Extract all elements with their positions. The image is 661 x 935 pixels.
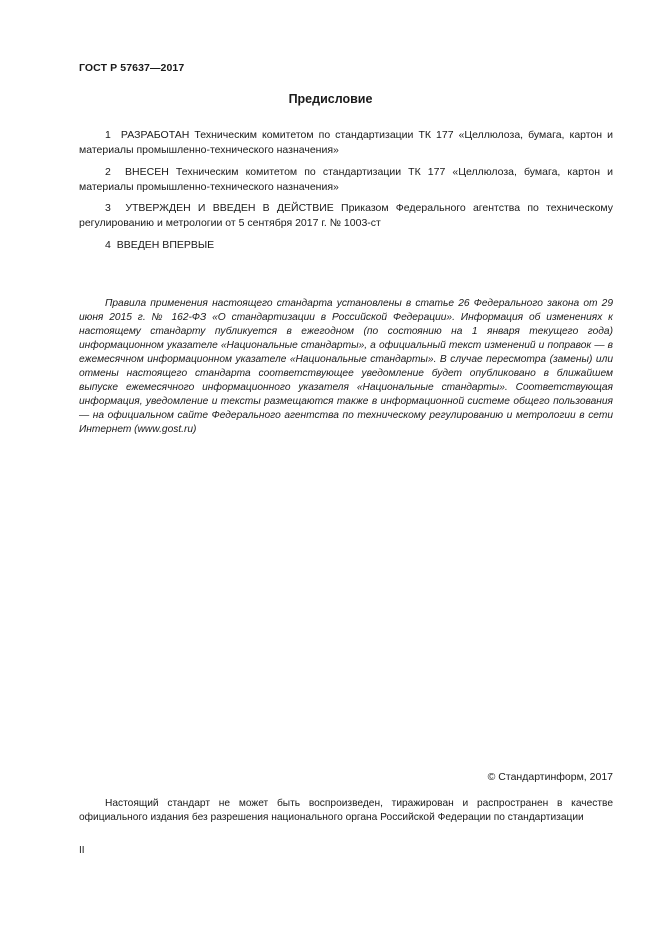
foreword-item-3 <box>79 201 613 231</box>
rights-notice-text: Настоящий стандарт не может быть воспроизведен, тиражирован и распространен в качестве официального издания без разрешения национального органа Российской Федерации по стандартизации <box>79 798 613 823</box>
item-text: Приказом Федерального агентства по техническому регулированию и метрологии от 5 сентября 2017 г. № 1003-ст <box>79 202 613 229</box>
item-text: Техническим комитетом по стандартизации ТК 177 «Целлюлоза, бумага, картон и материалы промышленно-технического назначения» <box>79 166 613 193</box>
item-lead: ВВЕДЕН ВПЕРВЫЕ <box>116 239 215 251</box>
document-code: ГОСТ Р 57637—2017 <box>79 62 185 74</box>
foreword-item-2 <box>79 165 613 195</box>
page-number: II <box>79 845 85 856</box>
page-title: Предисловие <box>288 92 373 106</box>
item-text: Техническим комитетом по стандартизации ТК 177 «Целлюлоза, бумага, картон и материалы промышленно-технического назначения» <box>79 129 613 156</box>
item-number: 4 <box>105 239 111 251</box>
item-number: 2 <box>105 166 111 178</box>
copyright: © Стандартинформ, 2017 <box>487 771 613 783</box>
item-number: 3 <box>105 202 111 214</box>
foreword-item-1 <box>79 128 613 158</box>
item-lead: РАЗРАБОТАН <box>120 129 190 141</box>
item-number: 1 <box>105 129 111 141</box>
usage-notice <box>79 297 613 437</box>
item-lead: УТВЕРЖДЕН И ВВЕДЕН В ДЕЙСТВИЕ <box>125 202 334 214</box>
item-lead: ВНЕСЕН <box>125 166 169 178</box>
foreword-item-4 <box>79 238 613 253</box>
rights-notice <box>79 797 613 825</box>
usage-notice-text: Правила применения настоящего стандарта установлены в статье 26 Федерального закона от 29 июня 2015 г. № 162-ФЗ «О стандартизации в Российской Федерации». Информация об изменениях к настоящему стандарту публикуется в ежегодном (по состоянию на 1 января текущего года) информационном указателе «Национальные стандарты», а официальный текст изменений и поправок — в ежемесячном информационном указателе «Национальные стандарты». В случае пересмотра (замены) или отмены настоящего стандарта соответствующее уведомление будет опубликовано в ближайшем выпуске ежемесячного информационного указателя «Национальные стандарты». Соответствующая информация, уведомление и тексты размещаются также в информационной системе общего пользования — на официальном сайте Федерального агентства по техническому регулированию и метрологии в сети Интернет (www.gost.ru) <box>79 298 613 435</box>
